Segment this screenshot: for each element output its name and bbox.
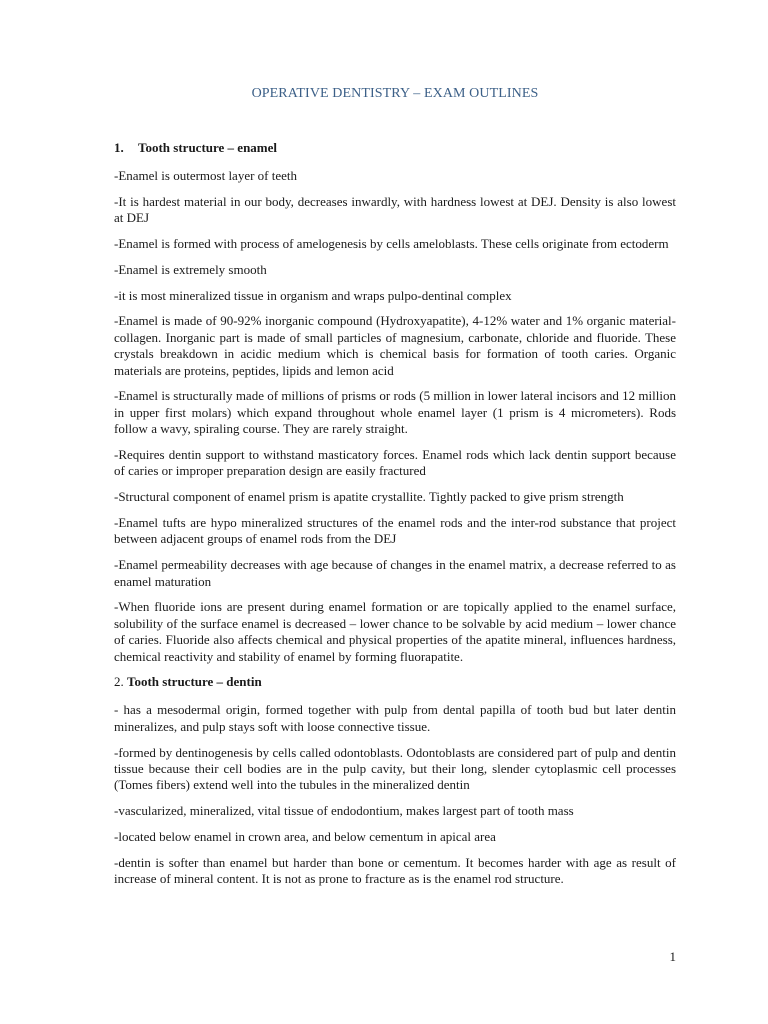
- paragraph: -Enamel tufts are hypo mineralized structures of the enamel rods and the inter-rod substance that project between adjacent groups of enamel rods from the DEJ: [114, 515, 676, 547]
- section-number: 2.: [114, 674, 124, 690]
- paragraph: -Structural component of enamel prism is apatite crystallite. Tightly packed to give prism strength: [114, 489, 624, 505]
- paragraph: -When fluoride ions are present during enamel formation or are topically applied to the enamel surface, solubility of the surface enamel is decreased – lower chance to be solvable by acid medium – lower chance of caries. Fluoride also affects chemical and physical properties of the apatite mineral, influences hardness, chemical reactivity and stability of enamel by forming fluorapatite.: [114, 599, 676, 664]
- paragraph: -dentin is softer than enamel but harder than bone or cementum. It becomes harder with age as result of increase of mineral content. It is not as prone to fracture as is the enamel rod structure.: [114, 854, 676, 887]
- paragraph: -vascularized, mineralized, vital tissue of endodontium, makes largest part of tooth mass: [114, 803, 574, 819]
- paragraph: -located below enamel in crown area, and below cementum in apical area: [114, 829, 496, 845]
- page-number: 1: [669, 949, 676, 964]
- section-heading-enamel: [114, 140, 676, 156]
- paragraph: -It is hardest material in our body, decreases inwardly, with hardness lowest at DEJ. Density is also lowest at DEJ: [114, 193, 676, 226]
- document-title: OPERATIVE DENTISTRY – EXAM OUTLINES: [251, 86, 539, 101]
- paragraph: -Enamel is structurally made of millions of prisms or rods (5 million in lower lateral incisors and 12 million in upper first molars) which expand throughout whole enamel layer (1 prism is 4 micrometers). Rods follow a wavy, spiraling course. They are rarely straight.: [114, 388, 676, 437]
- section-number: 1.: [114, 140, 124, 155]
- paragraph: - has a mesodermal origin, formed together with pulp from dental papilla of tooth bud but later dentin mineralizes, and pulp stays soft with loose connective tissue.: [114, 702, 676, 734]
- paragraph: -Enamel is made of 90-92% inorganic compound (Hydroxyapatite), 4-12% water and 1% organic material- collagen. Inorganic part is made of small particles of magnesium, carbonate, chloride and fluoride. These crystals breakdown in acidic medium which is chemical basis for formation of tooth caries. Organic materials are proteins, peptides, lipids and lemon acid: [114, 313, 676, 378]
- document-page: [114, 0, 676, 1024]
- paragraph: -Enamel is formed with process of amelogenesis by cells ameloblasts. These cells originate from ectoderm: [114, 236, 669, 251]
- paragraph: -Enamel is extremely smooth: [114, 261, 267, 277]
- paragraph: -it is most mineralized tissue in organism and wraps pulpo-dentinal complex: [114, 287, 512, 303]
- section-heading-text: Tooth structure – dentin: [127, 674, 262, 690]
- section-heading-text: Tooth structure – enamel: [138, 140, 278, 155]
- paragraph: -Enamel permeability decreases with age because of changes in the enamel matrix, a decrease referred to as enamel maturation: [114, 557, 676, 589]
- paragraph: -formed by dentinogenesis by cells called odontoblasts. Odontoblasts are considered part of pulp and dentin tissue because their cell bodies are in the pulp cavity, but their long, slender cytoplasmic cell processes (Tomes fibers) extend well into the tubules in the mineralized dentin: [114, 744, 676, 793]
- paragraph: -Enamel is outermost layer of teeth: [114, 168, 298, 183]
- paragraph: -Requires dentin support to withstand masticatory forces. Enamel rods which lack dentin support because of caries or improper preparation design are easily fractured: [114, 447, 676, 479]
- section-heading-dentin: [114, 674, 676, 690]
- document-body: [114, 140, 676, 897]
